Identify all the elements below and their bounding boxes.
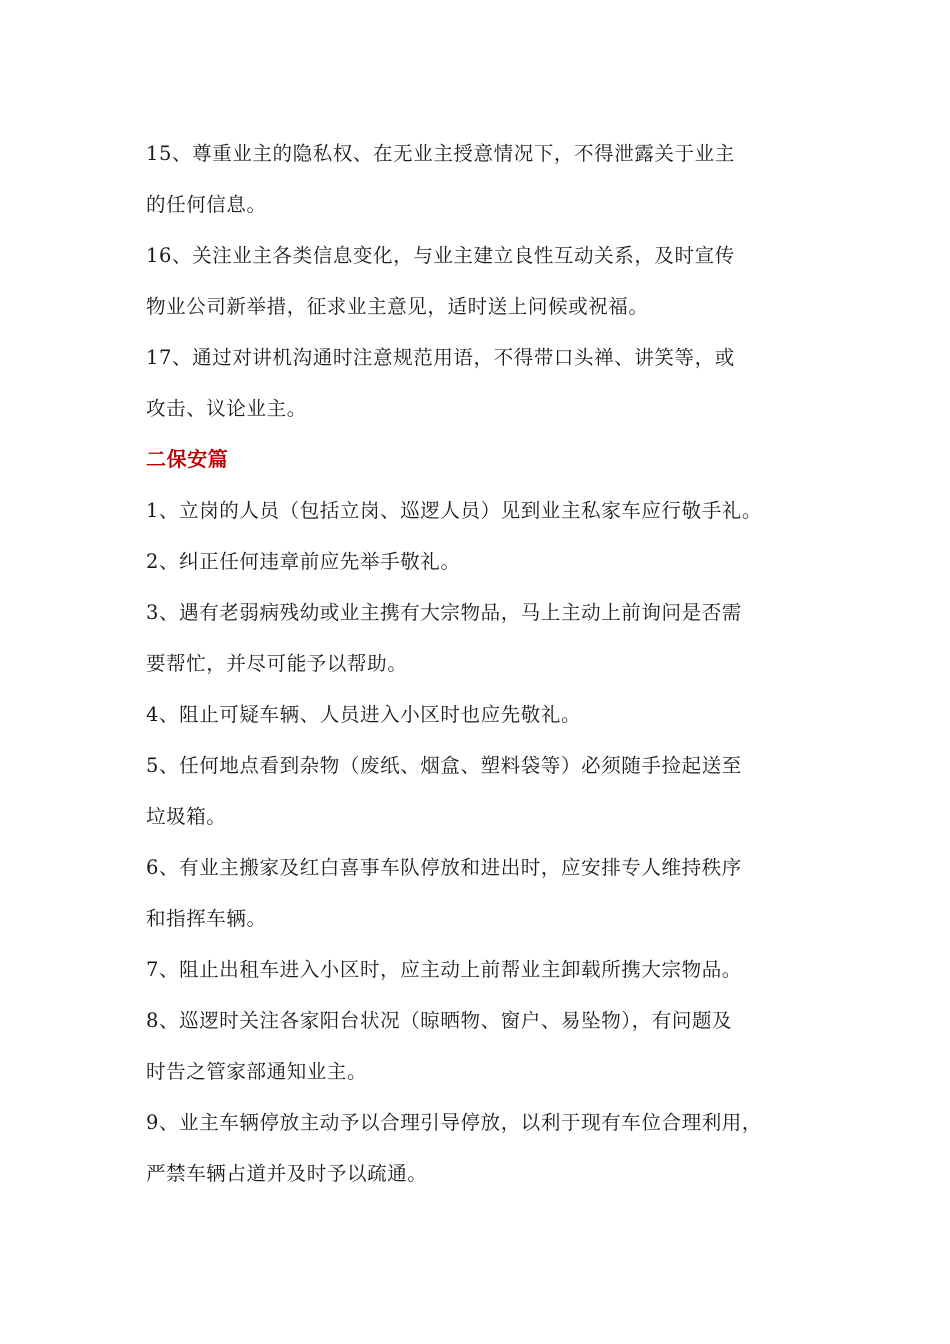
security-item-5-line-2: 垃圾箱。: [146, 805, 227, 828]
security-item-6-line-1: 6、有业主搬家及红白喜事车队停放和进出时，应安排专人维持秩序: [146, 856, 742, 879]
security-item-9-line-1: 9、业主车辆停放主动予以合理引导停放，以利于现有车位合理利用，: [146, 1111, 763, 1134]
item-15-line-2: 的任何信息。: [146, 193, 267, 216]
security-item-6-line-2: 和指挥车辆。: [146, 907, 267, 930]
security-item-1-line-1: 1、立岗的人员（包括立岗、巡逻人员）见到业主私家车应行敬手礼。: [146, 499, 763, 522]
item-16-line-1: 16、关注业主各类信息变化，与业主建立良性互动关系，及时宣传: [146, 244, 735, 267]
item-17-line-1: 17、通过对讲机沟通时注意规范用语，不得带口头禅、讲笑等，或: [146, 346, 735, 369]
security-item-7-line-1: 7、阻止出租车进入小区时，应主动上前帮业主卸载所携大宗物品。: [146, 958, 742, 981]
item-16-line-2: 物业公司新举措，征求业主意见，适时送上问候或祝福。: [146, 295, 649, 318]
security-item-8-line-2: 时告之管家部通知业主。: [146, 1060, 368, 1083]
security-item-3-line-2: 要帮忙，并尽可能予以帮助。: [146, 652, 408, 675]
security-item-5-line-1: 5、任何地点看到杂物（废纸、烟盒、塑料袋等）必须随手捡起送至: [146, 754, 742, 777]
document-body: [146, 128, 826, 1199]
security-item-9-line-2: 严禁车辆占道并及时予以疏通。: [146, 1162, 428, 1185]
item-17-line-2: 攻击、议论业主。: [146, 397, 307, 420]
security-item-3-line-1: 3、遇有老弱病残幼或业主携有大宗物品，马上主动上前询问是否需: [146, 601, 742, 624]
section-heading-security: 二保安篇: [146, 447, 229, 471]
item-15-line-1: 15、尊重业主的隐私权、在无业主授意情况下，不得泄露关于业主: [146, 142, 735, 165]
security-item-8-line-1: 8、巡逻时关注各家阳台状况（晾晒物、窗户、易坠物），有问题及: [146, 1009, 733, 1032]
security-item-2-line-1: 2、纠正任何违章前应先举手敬礼。: [146, 550, 461, 573]
security-item-4-line-1: 4、阻止可疑车辆、人员进入小区时也应先敬礼。: [146, 703, 582, 726]
